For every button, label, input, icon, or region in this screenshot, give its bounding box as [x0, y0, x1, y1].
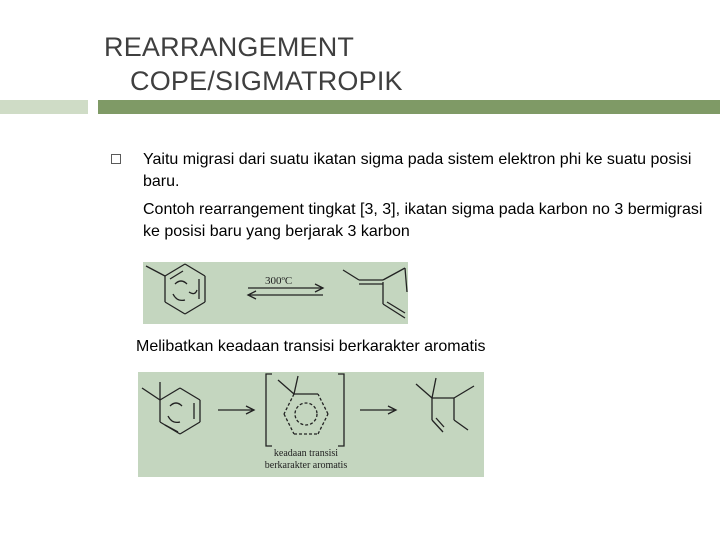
title-underline-light: [0, 100, 88, 114]
bullet-text-example: Contoh rearrangement tingkat [3, 3], ikatan sigma pada karbon no 3 bermigrasi ke posisi baru yang berjarak 3 karbon: [143, 201, 703, 240]
title-line-1: REARRANGEMENT: [104, 32, 355, 62]
left-margin: [0, 0, 12, 540]
title-line-2: COPE/SIGMATROPIK: [130, 66, 403, 96]
bullet-text-definition: Yaitu migrasi dari suatu ikatan sigma pada sistem elektron phi ke suatu posisi baru.: [143, 151, 692, 190]
transition-state-drawing: [138, 372, 484, 477]
transition-caption-line-1: keadaan transisi: [273, 448, 339, 459]
square-bullet-icon: [111, 154, 121, 164]
title-underline-bar: [98, 100, 720, 114]
slide-title: [104, 30, 403, 98]
transition-state-figure: [138, 372, 484, 477]
transition-caption-line-2: berkarakter aromatis: [264, 460, 348, 471]
reaction-condition-label: 300ºC: [265, 275, 293, 287]
bullet-text-transition-state: Melibatkan keadaan transisi berkarakter aromatis: [136, 338, 486, 355]
cope-reaction-figure: [143, 262, 408, 324]
cope-reaction-drawing: [143, 262, 408, 324]
